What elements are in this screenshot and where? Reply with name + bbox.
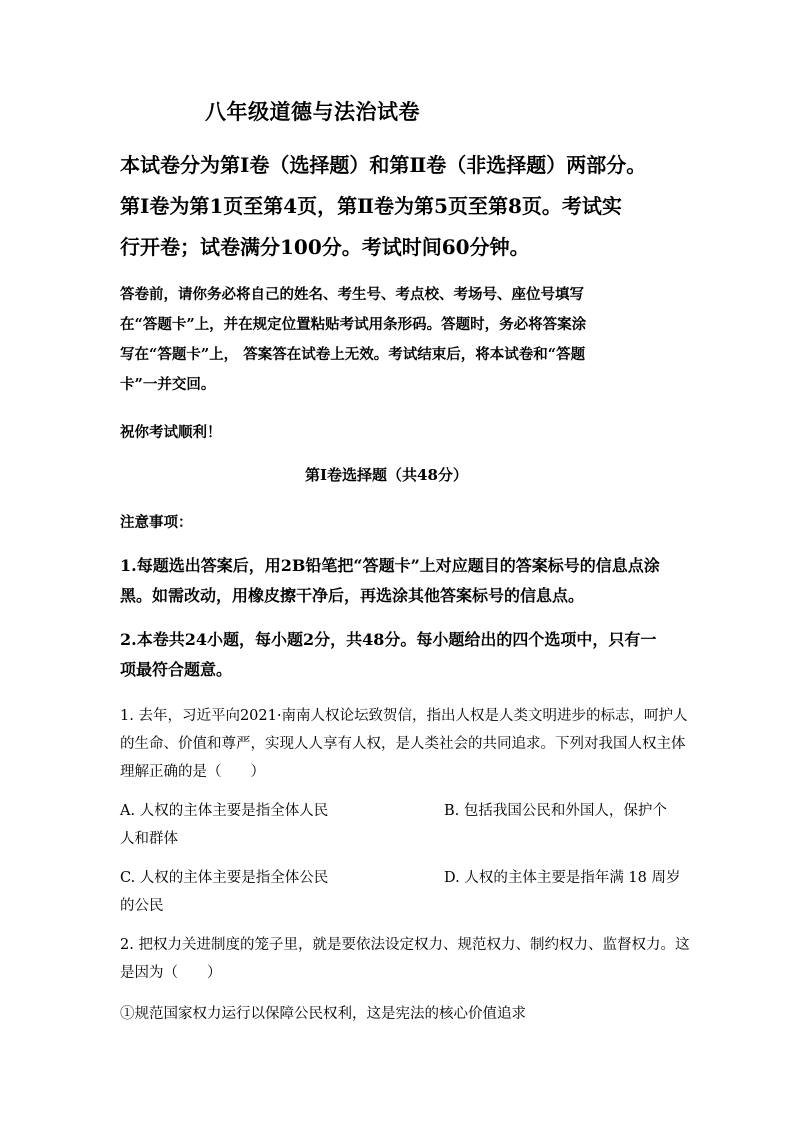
- q1-stem-line-2: 的生命、价值和尊严，实现人人享有人权，是人类社会的共同追求。下列对我国人权主体: [120, 736, 686, 752]
- q1-option-d: D. 人权的主体主要是指年满 18 周岁: [444, 870, 681, 886]
- q1-option-b-continued: 人和群体: [120, 831, 178, 847]
- attention-title: 注意事项：: [120, 514, 193, 531]
- q1-option-a: A. 人权的主体主要是指全体人民: [120, 803, 329, 819]
- q1-option-c: C. 人权的主体主要是指全体公民: [120, 870, 329, 886]
- q2-stem-line-1: 2. 把权力关进制度的笼子里，就是要依法设定权力、规范权力、制约权力、监督权力。这: [120, 937, 690, 953]
- q1-option-b: B. 包括我国公民和外国人，保护个: [444, 803, 667, 819]
- intro-line-1: 本试卷分为第Ⅰ卷（选择题）和第Ⅱ卷（非选择题）两部分。: [120, 153, 647, 177]
- notice-line-3: 写在“答题卡”上， 答案答在试卷上无效。考试结束后，将本试卷和“答题: [120, 346, 586, 363]
- notice-line-4: 卡”一并交回。: [120, 376, 216, 393]
- section-title: 第Ⅰ卷选择题（共48分）: [305, 466, 468, 484]
- q2-item-1: ①规范国家权力运行以保障公民权利，这是宪法的核心价值追求: [120, 1006, 526, 1022]
- notice-line-1: 答卷前，请你务必将自己的姓名、考生号、考点校、考场号、座位号填写: [120, 286, 584, 303]
- wish-text: 祝你考试顺利！: [120, 424, 222, 441]
- q1-option-d-continued: 的公民: [120, 898, 164, 914]
- q1-stem-line-1: 1. 去年，习近平向2021·南南人权论坛致贺信，指出人权是人类文明进步的标志，呵护人: [120, 708, 688, 724]
- q2-stem-line-2: 是因为（ ）: [120, 965, 222, 981]
- intro-line-2: 第Ⅰ卷为第1页至第4页，第Ⅱ卷为第5页至第8页。考试实: [120, 194, 622, 218]
- intro-line-3: 行开卷；试卷满分100分。考试时间60分钟。: [120, 235, 530, 259]
- q1-stem-line-3: 理解正确的是（ ）: [120, 764, 265, 780]
- notice-line-2: 在“答题卡”上，并在规定位置粘贴考试用条形码。答题时，务必将答案涂: [120, 316, 587, 333]
- rule-2-line-1: 2.本卷共24小题，每小题2分，共48分。每小题给出的四个选项中，只有一: [120, 630, 657, 649]
- rule-1-line-2: 黑。如需改动，用橡皮擦干净后，再选涂其他答案标号的信息点。: [120, 586, 585, 605]
- rule-2-line-2: 项最符合题意。: [120, 660, 233, 679]
- rule-1-line-1: 1.每题选出答案后，用2B铅笔把“答题卡”上对应题目的答案标号的信息点涂: [120, 556, 660, 575]
- exam-title: 八年级道德与法治试卷: [205, 99, 420, 124]
